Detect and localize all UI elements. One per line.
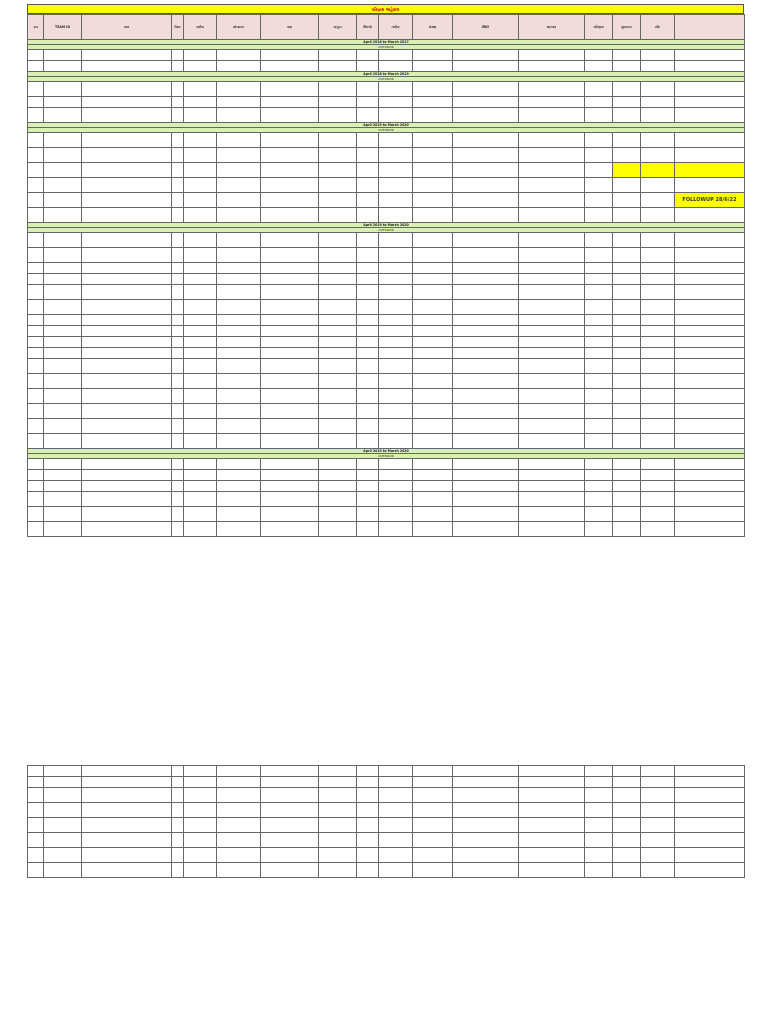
- section-sub: OUTDOOR: [28, 454, 745, 459]
- section-sub: OUTDOOR: [28, 45, 745, 50]
- section-band: April 2019 to March 2020: [28, 223, 745, 228]
- spreadsheet-top: [27, 4, 744, 537]
- followup-cell: FOLLOWUP 28/6/22: [675, 193, 745, 208]
- section-sub: OUTDOOR: [28, 77, 745, 82]
- data-table-continued: [27, 765, 745, 878]
- data-table: [27, 14, 745, 537]
- section-sub: OUTDOOR: [28, 128, 745, 133]
- section-band: April 2019 to March 2020: [28, 449, 745, 454]
- sheet-title: પરિણામ અહેવાલ: [27, 4, 744, 14]
- header-row: ક્રમ TEAM ID નામ ઉંમર તારીખ મોબાઇલ ગામ તાલુકા જિલ્લો તારીખ સંસ્થા સ્થિતિ સારવાર પરિણામ મુલાકાત નોંધ: [28, 15, 745, 40]
- section-band: April 2018 to March 2019: [28, 72, 745, 77]
- spreadsheet-bottom: [27, 765, 744, 878]
- section-band: April 2019 to March 2020: [28, 123, 745, 128]
- section-sub: OUTDOOR: [28, 228, 745, 233]
- section-band: April 2016 to March 2017: [28, 40, 745, 45]
